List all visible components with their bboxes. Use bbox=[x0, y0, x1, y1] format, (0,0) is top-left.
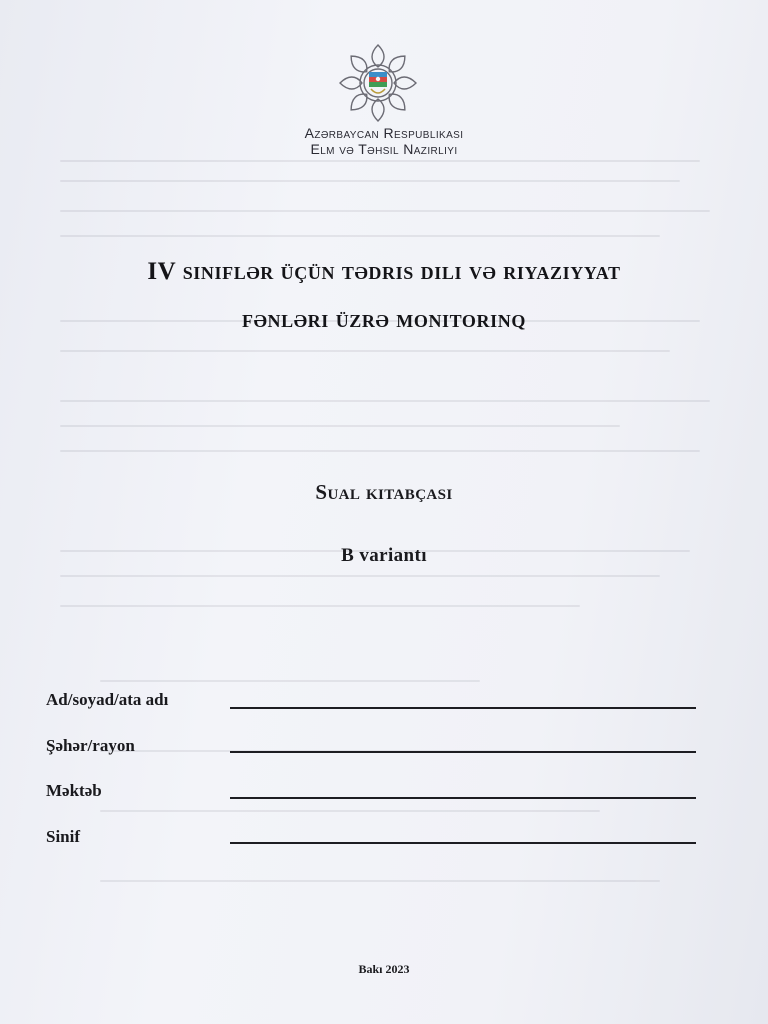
ministry-name-line-1: Azərbaycan Respublikası bbox=[304, 125, 464, 141]
field-line-grade[interactable] bbox=[230, 842, 696, 844]
field-label-school: Məktəb bbox=[46, 781, 102, 800]
azerbaijan-state-emblem-icon bbox=[337, 42, 419, 124]
variant-label: B variantı bbox=[341, 545, 427, 566]
field-label-full-name: Ad/soyad/ata adı bbox=[46, 690, 169, 709]
field-line-city-district[interactable] bbox=[230, 751, 696, 753]
field-line-school[interactable] bbox=[230, 797, 696, 799]
field-label-city-district: Şəhər/rayon bbox=[46, 736, 135, 755]
ministry-name-line-2: Elm və Təhsil Nazirliyi bbox=[310, 141, 458, 157]
field-line-full-name[interactable] bbox=[230, 707, 696, 709]
document-title-line-1: IV siniflər üçün tədris dili və riyaziyyat bbox=[147, 258, 621, 285]
field-label-grade: Sinif bbox=[46, 827, 81, 846]
booklet-name: Sual kitabçası bbox=[315, 480, 453, 504]
document-title-line-2: fənləri üzrə monitorinq bbox=[242, 306, 526, 333]
place-and-year: Bakı 2023 bbox=[358, 962, 410, 976]
